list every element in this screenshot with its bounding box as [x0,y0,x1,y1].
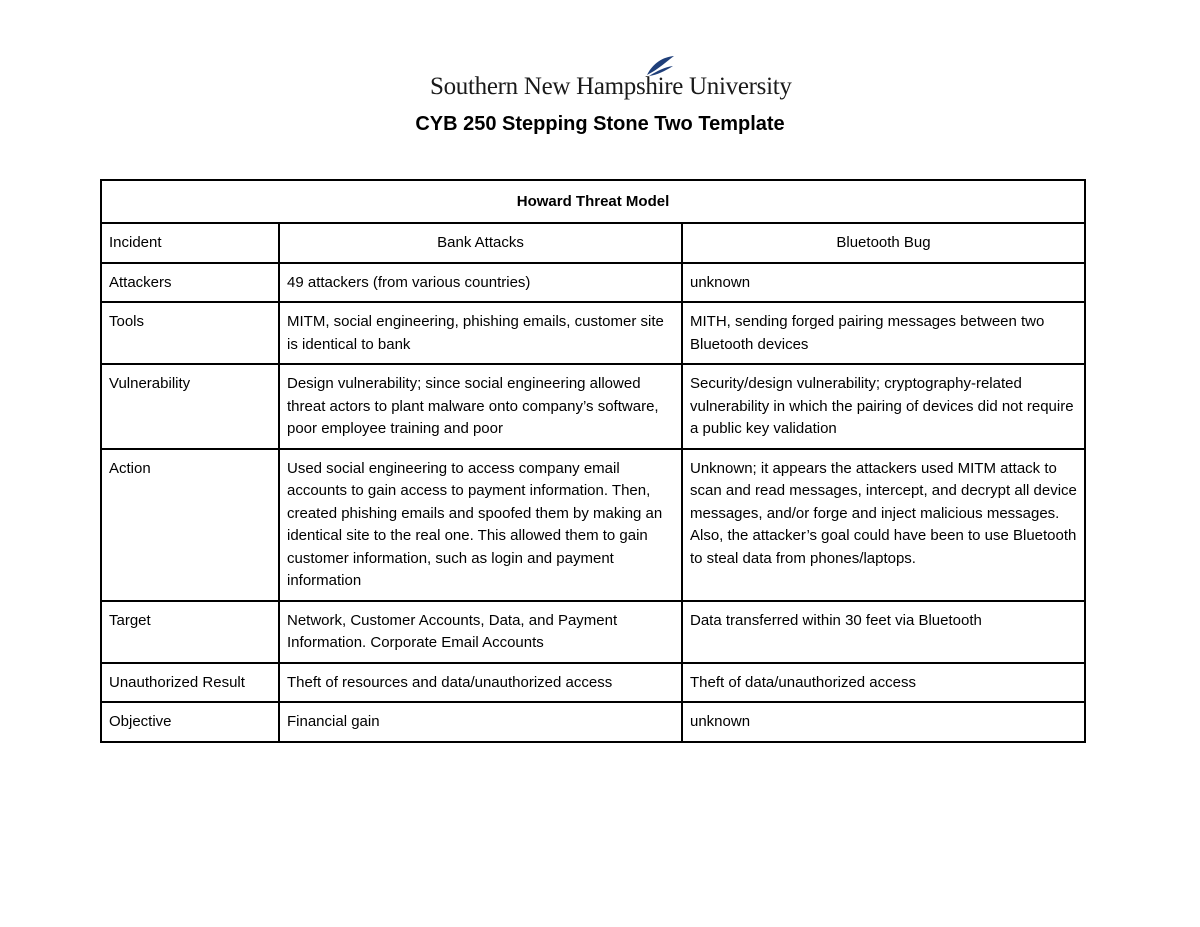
column-header-bluetooth-bug: Bluetooth Bug [682,223,1085,263]
row-label: Action [101,449,279,601]
bluetooth-cell: MITH, sending forged pairing messages between two Bluetooth devices [682,302,1085,364]
document-title: CYB 250 Stepping Stone Two Template [415,113,785,135]
row-label: Tools [101,302,279,364]
table-row [101,601,1085,663]
row-label: Attackers [101,263,279,303]
bank-cell: Theft of resources and data/unauthorized access [279,663,682,703]
bluetooth-cell: Unknown; it appears the attackers used MITM attack to scan and read messages, intercept, and decrypt all device messages, and/or forge and inject malicious messages. Also, the attacker’s goal could have been to use Bluetooth to steal data from phones/laptops. [682,449,1085,601]
row-label: Objective [101,702,279,742]
bank-cell: 49 attackers (from various countries) [279,263,682,303]
university-logo [430,55,792,105]
column-header-incident: Incident [101,223,279,263]
table-row [101,364,1085,449]
table-caption: Howard Threat Model [101,180,1085,223]
table-row [101,702,1085,742]
row-label: Vulnerability [101,364,279,449]
threat-model-table [100,179,1086,743]
bluetooth-cell: Security/design vulnerability; cryptography-related vulnerability in which the pairing of devices did not require a public key validation [682,364,1085,449]
bluetooth-cell: unknown [682,702,1085,742]
table-header-row [101,223,1085,263]
bank-cell: Network, Customer Accounts, Data, and Payment Information. Corporate Email Accounts [279,601,682,663]
logo-text: Southern New Hampshire University [430,73,792,100]
bluetooth-cell: Data transferred within 30 feet via Bluetooth [682,601,1085,663]
table-caption-row [101,180,1085,223]
bank-cell: Financial gain [279,702,682,742]
table-row [101,263,1085,303]
column-header-bank-attacks: Bank Attacks [279,223,682,263]
table-row [101,663,1085,703]
bank-cell: Design vulnerability; since social engineering allowed threat actors to plant malware onto company’s software, poor employee training and poor [279,364,682,449]
table-row [101,302,1085,364]
row-label: Target [101,601,279,663]
row-label: Unauthorized Result [101,663,279,703]
table-row [101,449,1085,601]
bluetooth-cell: Theft of data/unauthorized access [682,663,1085,703]
bank-cell: Used social engineering to access company email accounts to gain access to payment information. Then, created phishing emails and spoofed them by making an identical site to the real one. This allowed them to gain customer information, such as login and payment information [279,449,682,601]
bluetooth-cell: unknown [682,263,1085,303]
bank-cell: MITM, social engineering, phishing emails, customer site is identical to bank [279,302,682,364]
